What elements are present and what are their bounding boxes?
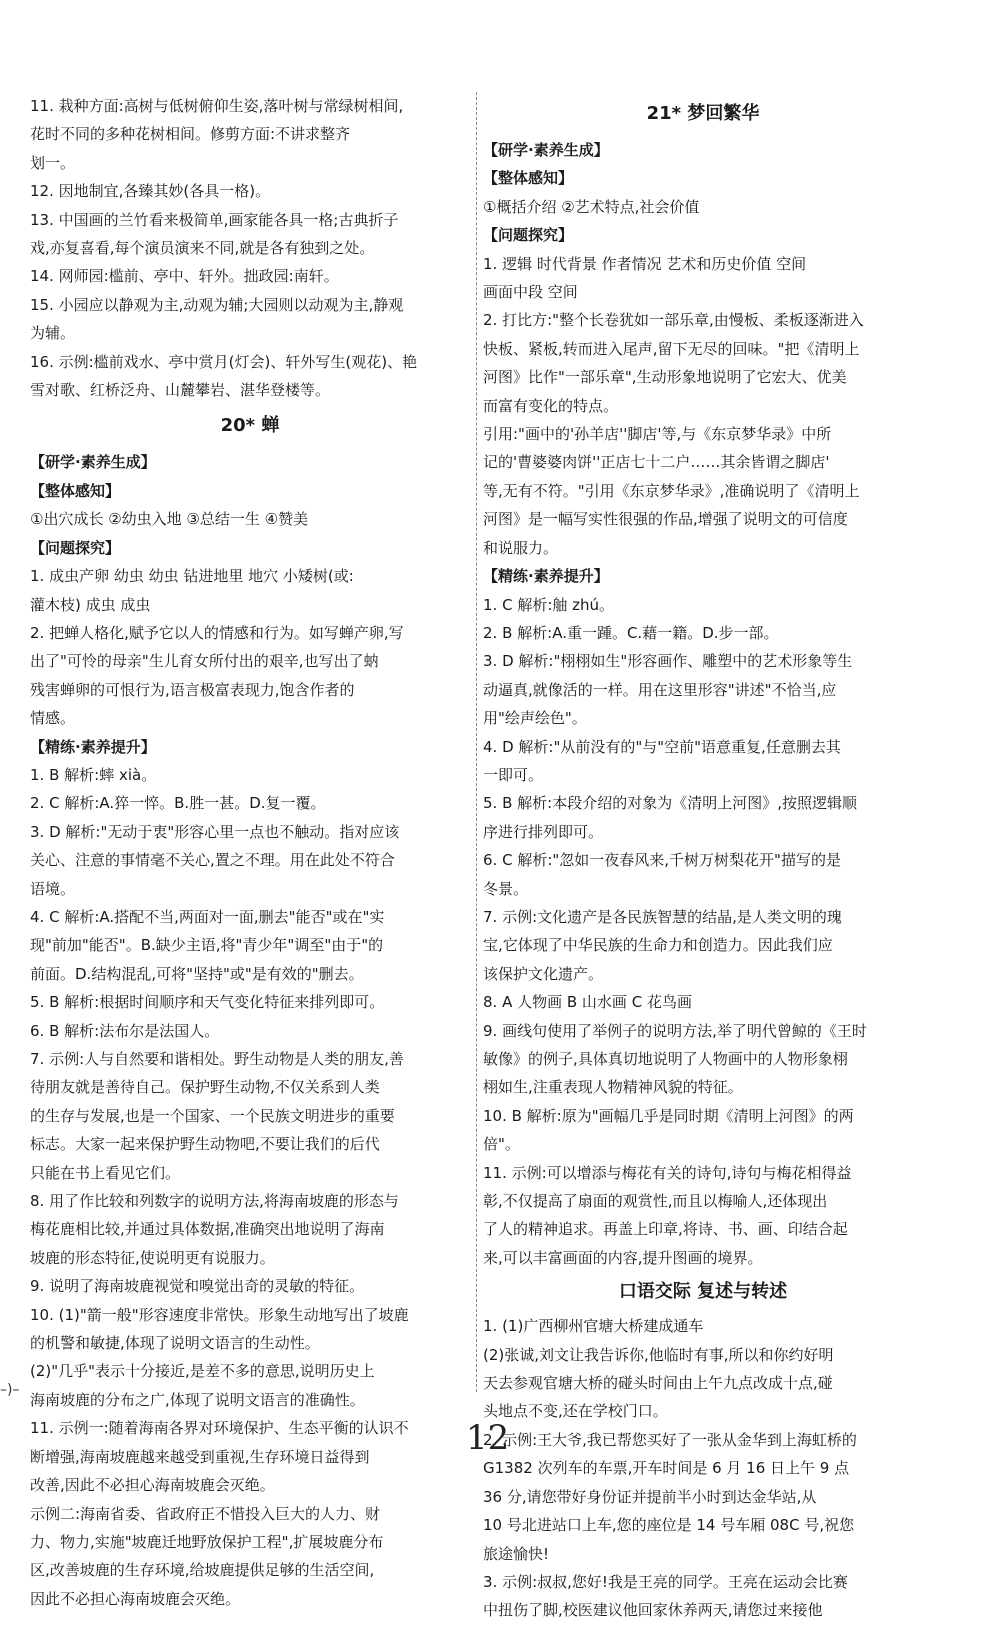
text-line: 1. 逻辑 时代背景 作者情况 艺术和历史价值 空间 bbox=[483, 254, 807, 273]
text-line: 而富有变化的特点。 bbox=[483, 396, 619, 415]
text-line: 该保护文化遗产。 bbox=[483, 964, 604, 983]
text-line: 等,无有不符。"引用《东京梦华录》,准确说明了《清明上 bbox=[483, 481, 860, 500]
text-line: 5. B 解析:根据时间顺序和天气变化特征来排列即可。 bbox=[30, 993, 385, 1012]
text-line: 旅途愉快! bbox=[483, 1544, 550, 1563]
text-line: 栩如生,注重表现人物精神风貌的特征。 bbox=[483, 1078, 743, 1097]
text-line: ①出穴成长 ②幼虫入地 ③总结一生 ④赞美 bbox=[30, 510, 309, 529]
section-heading: 【整体感知】 bbox=[30, 481, 121, 500]
text-line: 的机警和敏捷,体现了说明文语言的生动性。 bbox=[30, 1334, 320, 1353]
text-line: 动逼真,就像活的一样。用在这里形容"讲述"不恰当,应 bbox=[483, 680, 837, 699]
text-line: 3. D 解析:"无动于衷"形容心里一点也不触动。指对应该 bbox=[30, 822, 400, 841]
text-line: 用"绘声绘色"。 bbox=[483, 709, 587, 728]
text-line: 1. (1)广西柳州官塘大桥建成通车 bbox=[483, 1317, 704, 1336]
text-line: 梅花鹿相比较,并通过具体数据,准确突出地说明了海南 bbox=[30, 1220, 385, 1239]
text-line: ①概括介绍 ②艺术特点,社会价值 bbox=[483, 197, 700, 216]
text-line: 7. 示例:文化遗产是各民族智慧的结晶,是人类文明的瑰 bbox=[483, 907, 842, 926]
text-line: 2. 把蝉人格化,赋予它以人的情感和行为。如写蝉产卵,写 bbox=[30, 623, 404, 642]
text-line: 倍"。 bbox=[483, 1135, 520, 1154]
text-line: 断增强,海南坡鹿越来越受到重视,生存环境日益得到 bbox=[30, 1447, 370, 1466]
text-line: 冬景。 bbox=[483, 879, 529, 898]
text-line: 区,改善坡鹿的生存环境,给坡鹿提供足够的生活空间, bbox=[30, 1561, 375, 1580]
text-line: 16. 示例:槛前戏水、亭中赏月(灯会)、轩外写生(观花)、艳 bbox=[30, 352, 418, 371]
text-line: 6. B 解析:法布尔是法国人。 bbox=[30, 1021, 220, 1040]
text-line: 河图》是一幅写实性很强的作品,增强了说明文的可信度 bbox=[483, 510, 848, 529]
section-heading: 【研学·素养生成】 bbox=[483, 141, 609, 159]
text-line: (2)张诚,刘文让我告诉你,他临时有事,所以和你约好明 bbox=[483, 1345, 834, 1364]
text-line: 花时不同的多种花树相间。修剪方面:不讲求整齐 bbox=[30, 125, 351, 144]
text-line: 力、物力,实施"坡鹿迁地野放保护工程",扩展坡鹿分布 bbox=[30, 1532, 384, 1551]
text-line: 10 号北进站口上车,您的座位是 14 号车厢 08C 号,祝您 bbox=[483, 1516, 855, 1535]
section-heading: 【精练·素养提升】 bbox=[30, 737, 156, 756]
text-line: 中扭伤了脚,校医建议他回家休养两天,请您过来接他 bbox=[483, 1601, 823, 1620]
text-line: 的生存与发展,也是一个国家、一个民族文明进步的重要 bbox=[30, 1106, 395, 1125]
text-line: 11. 示例:可以增添与梅花有关的诗句,诗句与梅花相得益 bbox=[483, 1163, 852, 1182]
edge-mark: –)– bbox=[0, 1382, 20, 1398]
text-line: 36 分,请您带好身份证并提前半小时到达金华站,从 bbox=[483, 1487, 817, 1506]
section-title: 口语交际 复述与转述 bbox=[618, 1281, 788, 1303]
text-line: 2. C 解析:A.猝一悴。B.胜一甚。D.复一覆。 bbox=[30, 794, 326, 813]
text-line: 了人的精神追求。再盖上印章,将诗、书、画、印结合起 bbox=[483, 1220, 848, 1239]
text-line: 语境。 bbox=[30, 879, 76, 898]
text-line: G1382 次列车的车票,开车时间是 6 月 16 日上午 9 点 bbox=[483, 1459, 850, 1478]
text-line: 头地点不变,还在学校门口。 bbox=[483, 1402, 668, 1421]
right-column bbox=[483, 92, 923, 1625]
text-line: 因此不必担心海南坡鹿会灭绝。 bbox=[30, 1589, 241, 1608]
text-line: 彰,不仅提高了扇面的观赏性,而且以梅喻人,还体现出 bbox=[483, 1192, 828, 1211]
text-line: 8. 用了作比较和列数字的说明方法,将海南坡鹿的形态与 bbox=[30, 1192, 399, 1211]
column-divider bbox=[476, 92, 477, 1392]
text-line: 6. C 解析:"忽如一夜春风来,千树万树梨花开"描写的是 bbox=[483, 851, 841, 870]
text-line: 9. 画线句使用了举例子的说明方法,举了明代曾鲸的《王时 bbox=[483, 1021, 867, 1040]
text-line: 和说服力。 bbox=[483, 538, 559, 557]
text-line: 来,可以丰富画面的内容,提升图画的境界。 bbox=[483, 1248, 763, 1267]
section-heading: 【整体感知】 bbox=[483, 169, 574, 188]
text-line: 海南坡鹿的分布之广,体现了说明文语言的准确性。 bbox=[30, 1390, 365, 1409]
text-line: 残害蝉卵的可恨行为,语言极富表现力,饱含作者的 bbox=[30, 680, 355, 699]
text-line: 1. C 解析:舳 zhú。 bbox=[483, 595, 615, 614]
text-line: 河图》比作"一部乐章",生动形象地说明了它宏大、优美 bbox=[483, 368, 847, 387]
text-line: 5. B 解析:本段介绍的对象为《清明上河图》,按照逻辑顺 bbox=[483, 794, 857, 813]
text-line: (2)"几乎"表示十分接近,是差不多的意思,说明历史上 bbox=[30, 1362, 375, 1381]
section-title: 21* 梦回繁华 bbox=[646, 103, 760, 124]
text-line: 雪对歌、红桥泛舟、山麓攀岩、湛华登楼等。 bbox=[30, 381, 331, 400]
text-line: 出了"可怜的母亲"生儿育女所付出的艰辛,也写出了蚋 bbox=[30, 652, 379, 671]
text-line: 画面中段 空间 bbox=[483, 283, 578, 302]
text-line: 11. 栽种方面:高树与低树俯仰生姿,落叶树与常绿树相间, bbox=[30, 97, 404, 115]
text-line: 1. 成虫产卵 幼虫 幼虫 钻进地里 地穴 小矮树(或: bbox=[30, 567, 354, 586]
left-column bbox=[30, 92, 470, 1613]
text-line: 待朋友就是善待自己。保护野生动物,不仅关系到人类 bbox=[30, 1078, 380, 1097]
text-line: 只能在书上看见它们。 bbox=[30, 1163, 181, 1182]
section-heading: 【问题探究】 bbox=[30, 538, 121, 557]
text-line: 快板、紧板,转而进入尾声,留下无尽的回味。"把《清明上 bbox=[483, 339, 860, 358]
text-line: 9. 说明了海南坡鹿视觉和嗅觉出奇的灵敏的特征。 bbox=[30, 1277, 365, 1296]
text-line: 2. 示例:王大爷,我已帮您买好了一张从金华到上海虹桥的 bbox=[483, 1430, 857, 1449]
text-line: 天去参观官塘大桥的碰头时间由上午九点改成十点,碰 bbox=[483, 1374, 833, 1393]
text-line: 7. 示例:人与自然要和谐相处。野生动物是人类的朋友,善 bbox=[30, 1050, 404, 1068]
text-line: 8. A 人物画 B 山水画 C 花鸟画 bbox=[483, 993, 692, 1012]
text-line: 戏,亦复喜看,每个演员演来不同,就是各有独到之处。 bbox=[30, 239, 375, 258]
text-line: 序进行排列即可。 bbox=[483, 822, 604, 841]
text-line: 为辅。 bbox=[30, 324, 76, 343]
text-line: 3. 示例:叔叔,您好!我是王亮的同学。王亮在运动会比赛 bbox=[483, 1572, 848, 1591]
text-line: 示例二:海南省委、省政府正不惜投入巨大的人力、财 bbox=[30, 1504, 381, 1523]
section-heading: 【问题探究】 bbox=[483, 226, 574, 245]
text-line: 1. B 解析:蟀 xià。 bbox=[30, 765, 157, 784]
text-line: 2. B 解析:A.重一踵。C.藉一籍。D.步一部。 bbox=[483, 623, 779, 642]
text-line: 标志。大家一起来保护野生动物吧,不要让我们的后代 bbox=[30, 1135, 380, 1154]
text-line: 11. 示例一:随着海南各界对环境保护、生态平衡的认识不 bbox=[30, 1419, 409, 1438]
text-line: 4. D 解析:"从前没有的"与"空前"语意重复,任意删去其 bbox=[483, 737, 841, 756]
text-line: 宝,它体现了中华民族的生命力和创造力。因此我们应 bbox=[483, 936, 833, 955]
section-title: 20* 蝉 bbox=[220, 415, 280, 437]
text-line: 14. 网师园:槛前、亭中、轩外。拙政园:南轩。 bbox=[30, 267, 339, 286]
text-line: 灌木枝) 成虫 成虫 bbox=[30, 595, 151, 614]
text-line: 前面。D.结构混乱,可将"坚持"或"是有效的"删去。 bbox=[30, 964, 364, 983]
text-line: 引用:"画中的'孙羊店''脚店'等,与《东京梦华录》中所 bbox=[483, 425, 832, 444]
text-line: 10. B 解析:原为"画幅几乎是同时期《清明上河图》的两 bbox=[483, 1106, 854, 1125]
text-line: 敏像》的例子,具体真切地说明了人物画中的人物形象栩 bbox=[483, 1050, 848, 1068]
text-line: 改善,因此不必担心海南坡鹿会灭绝。 bbox=[30, 1476, 275, 1495]
text-line: 10. (1)"箭一般"形容速度非常快。形象生动地写出了坡鹿 bbox=[30, 1305, 409, 1324]
text-line: 3. D 解析:"栩栩如生"形容画作、雕塑中的艺术形象等生 bbox=[483, 652, 853, 671]
text-line: 2. 打比方:"整个长卷犹如一部乐章,由慢板、柔板逐渐进入 bbox=[483, 311, 864, 330]
section-heading: 【精练·素养提升】 bbox=[483, 567, 609, 586]
text-line: 坡鹿的形态特征,使说明更有说服力。 bbox=[30, 1248, 275, 1267]
text-line: 关心、注意的事情毫不关心,置之不理。用在此处不符合 bbox=[30, 851, 395, 870]
text-line: 一即可。 bbox=[483, 765, 544, 784]
text-line: 4. C 解析:A.搭配不当,两面对一面,删去"能否"或在"实 bbox=[30, 907, 385, 926]
text-line: 情感。 bbox=[30, 709, 76, 728]
text-line: 现"前加"能否"。B.缺少主语,将"青少年"调至"由于"的 bbox=[30, 936, 384, 955]
text-line: 划一。 bbox=[30, 153, 76, 172]
text-line: 12. 因地制宜,各臻其妙(各具一格)。 bbox=[30, 182, 271, 201]
section-heading: 【研学·素养生成】 bbox=[30, 453, 156, 472]
text-line: 13. 中国画的兰竹看来极简单,画家能各具一格;古典折子 bbox=[30, 210, 399, 229]
page-number: 12 bbox=[466, 1418, 510, 1458]
text-line: 记的'曹婆婆肉饼''正店七十二户……其余皆谓之脚店' bbox=[483, 453, 830, 472]
text-line: 15. 小园应以静观为主,动观为辅;大园则以动观为主,静观 bbox=[30, 295, 404, 314]
